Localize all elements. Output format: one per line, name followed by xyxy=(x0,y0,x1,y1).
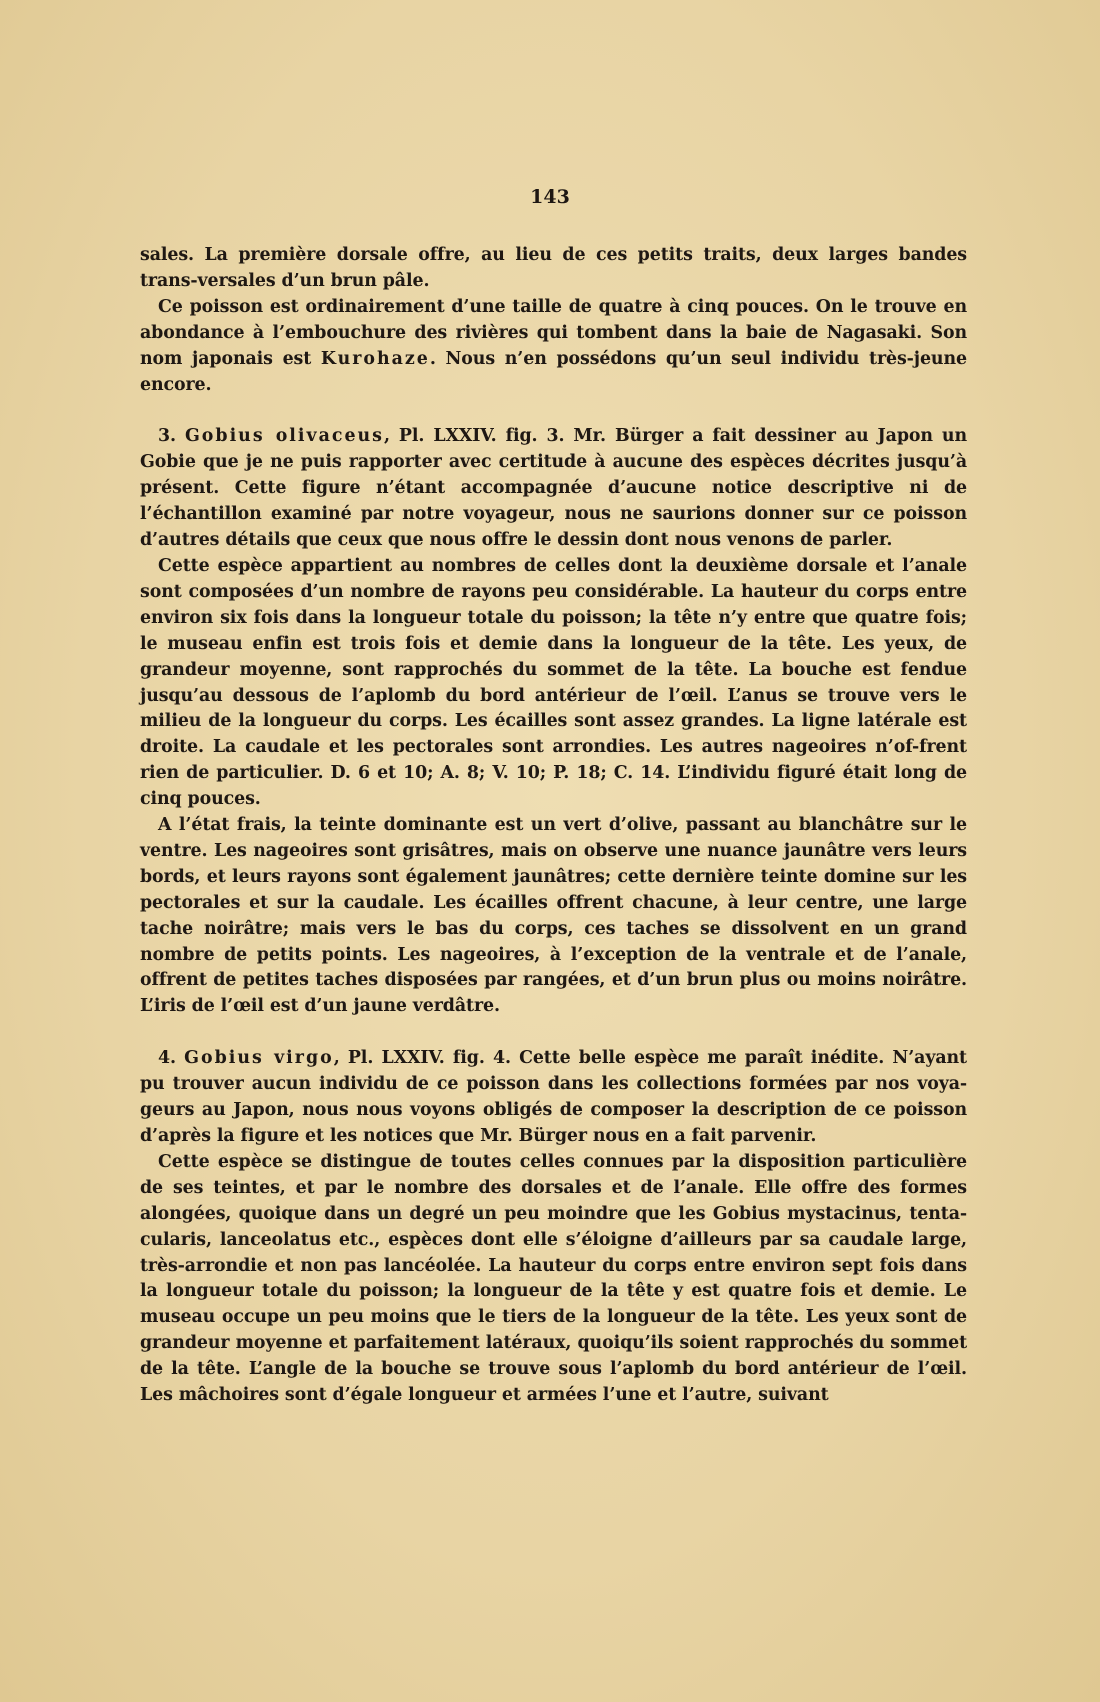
text-run: Cette espèce se distingue de toutes celles connues par la disposition particulière de ses teintes, et par le nombre des dorsales et de l’anale. Elle offre des formes alongées, quoique dans un degré un peu moindre que les Gobius mystacinus, tenta-cularis, lanceolatus etc., espèces dont elle s’éloigne d’ailleurs par sa caudale large, très-arrondie et non pas lancéolée. La hauteur du corps entre environ sept fois dans la longueur totale du poisson; la longueur de la tête y est quatre fois et demie. Le museau occupe un peu moins que le tiers de la longueur de la tête. Les yeux sont de grandeur moyenne et parfaitement latéraux, quoiqu’ils soient rapprochés du sommet de la tête. L’angle de la bouche se trouve sous l’aplomb du bord antérieur de l’œil. Les mâchoires sont d’égale longueur et armées l’une et l’autre, suivant xyxy=(140,1151,967,1406)
body-text xyxy=(140,243,967,1409)
text-run: 3. xyxy=(158,426,185,447)
paragraph-p7 xyxy=(140,1150,967,1409)
paragraph-p4 xyxy=(140,554,967,813)
text-run: Ce poisson est ordinairement d’une taille de quatre à cinq pouces. On le trouve en abondance à l’embouchure des rivières qui tombent dans la baie de Nagasaki. Son nom japonais est xyxy=(140,296,967,369)
text-run: sales. La première dorsale offre, au lieu de ces petits traits, deux larges bandes trans-versales d’un brun pâle. xyxy=(140,245,967,291)
text-run: . Nous n’en possédons qu’un seul individu très-jeune encore. xyxy=(140,348,967,395)
species-name: Gobius virgo xyxy=(184,1048,334,1069)
species-name: Gobius olivaceus xyxy=(184,426,384,447)
page-number: 143 xyxy=(530,186,570,208)
text-run: A l’état frais, la teinte dominante est un vert d’olive, passant au blanchâtre sur le ventre. Les nageoires sont grisâtres, mais on observe une nuance jaunâtre vers leurs bords, et leurs rayons sont également jaunâtres; cette dernière teinte domine sur les pectorales et sur la caudale. Les écailles offrent chacune, à leur centre, une large tache noirâtre; mais vers le bas du corps, ces taches se dissolvent en un grand nombre de petits points. Les nageoires, à l’exception de la ventrale et de l’anale, offrent de petites taches disposées par rangées, et d’un brun plus ou moins noirâtre. L’iris de l’œil est d’un jaune verdâtre. xyxy=(140,815,967,1017)
paragraph-p6 xyxy=(140,1046,967,1150)
text-run: , Pl. LXXIV. fig. 4. Cette belle espèce me paraît inédite. N’ayant pu trouver aucun individu de ce poisson dans les collections formées par nos voya-geurs au Japon, nous nous voyons obligés de composer la description de ce poisson d’après la figure et les notices que Mr. Bürger nous en a fait parvenir. xyxy=(140,1048,967,1146)
paragraph-p5 xyxy=(140,813,967,1020)
species-name: Kurohaze xyxy=(320,348,430,369)
paragraph-p3 xyxy=(140,424,967,554)
text-run: , Pl. LXXIV. fig. 3. Mr. Bürger a fait dessiner au Japon un Gobie que je ne puis rapporter avec certitude à aucune des espèces décrites jusqu’à présent. Cette figure n’étant accompagnée d’aucune notice descriptive ni de l’échantillon examiné par notre voyageur, nous ne saurions donner sur ce poisson d’autres détails que ceux que nous offre le dessin dont nous venons de parler. xyxy=(140,426,967,551)
text-run: 4. xyxy=(158,1048,185,1069)
text-run: Cette espèce appartient au nombres de celles dont la deuxième dorsale et l’anale sont composées d’un nombre de rayons peu considérable. La hauteur du corps entre environ six fois dans la longueur totale du poisson; la tête n’y entre que quatre fois; le museau enfin est trois fois et demie dans la longueur de la tête. Les yeux, de grandeur moyenne, sont rapprochés du sommet de la tête. La bouche est fendue jusqu’au dessous de l’aplomb du bord antérieur de l’œil. L’anus se trouve vers le milieu de la longueur du corps. Les écailles sont assez grandes. La ligne latérale est droite. La caudale et les pectorales sont arrondies. Les autres nageoires n’of-frent rien de particulier. D. 6 et 10; A. 8; V. 10; P. 18; C. 14. L’individu figuré était long de cinq pouces. xyxy=(140,555,967,810)
paragraph-p2 xyxy=(140,295,967,399)
paragraph-p1 xyxy=(140,243,967,295)
